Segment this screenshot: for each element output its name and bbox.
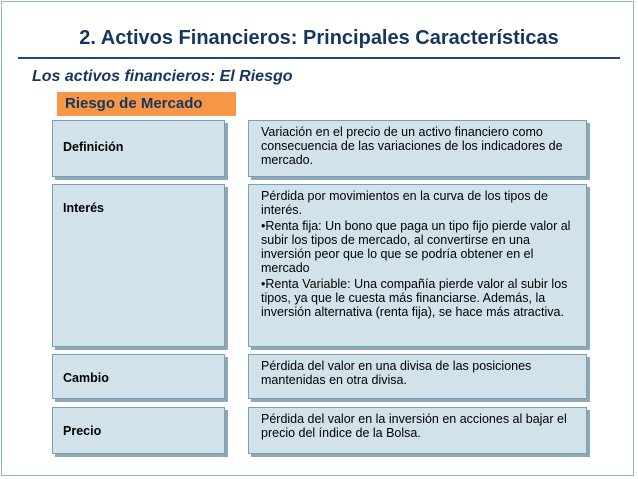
row-label: Definición bbox=[63, 140, 124, 154]
bullet-renta-fija: •Renta fija: Un bono que paga un tipo fijo pierde valor al subir los tipos de mercado, al convertirse en una inversión peor que lo que se podría obtener en el mercado bbox=[261, 219, 571, 275]
section-tag: Riesgo de Mercado bbox=[57, 92, 236, 116]
row-text: Pérdida del valor en la inversión en acciones al bajar el precio del índice de la Bolsa. bbox=[261, 412, 567, 440]
desc-box-precio bbox=[248, 407, 587, 454]
bullet-renta-variable: •Renta Variable: Una compañía pierde valor al subir los tipos, ya que le cuesta más financiarse. Además, la inversión alternativa (renta fija), se hace más atractiva. bbox=[261, 277, 568, 319]
desc-box-definicion bbox=[248, 120, 587, 177]
row-label: Cambio bbox=[63, 371, 109, 385]
label-box-interes bbox=[52, 184, 225, 347]
title-underline bbox=[18, 57, 620, 59]
label-box-cambio bbox=[52, 354, 225, 399]
label-box-definicion bbox=[52, 120, 225, 177]
row-label: Interés bbox=[63, 201, 104, 215]
desc-box-cambio bbox=[248, 354, 587, 399]
row-label: Precio bbox=[63, 424, 102, 438]
desc-box-interes bbox=[248, 184, 587, 347]
label-box-precio bbox=[52, 407, 225, 454]
slide-title: 2. Activos Financieros: Principales Características bbox=[79, 27, 559, 49]
slide-subtitle: Los activos financieros: El Riesgo bbox=[32, 68, 293, 85]
row-text: Pérdida por movimientos en la curva de los tipos de interés. bbox=[261, 189, 548, 217]
row-text: Pérdida del valor en una divisa de las posiciones mantenidas en otra divisa. bbox=[261, 359, 532, 387]
row-text: Variación en el precio de un activo financiero como consecuencia de las variaciones de los indicadores de mercado. bbox=[261, 125, 563, 167]
